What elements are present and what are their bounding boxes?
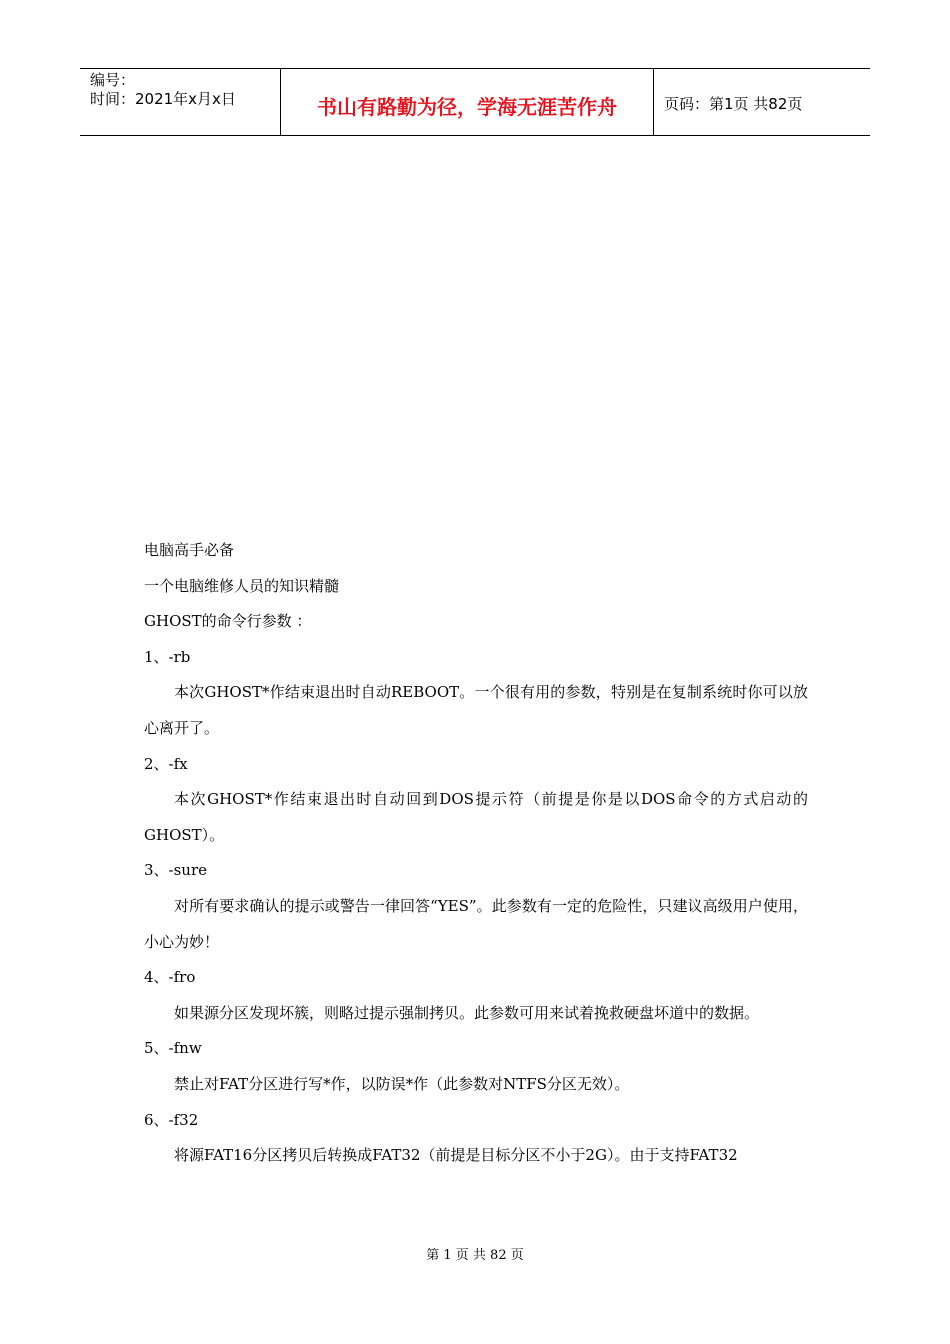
body-heading-line: GHOST的命令行参数 ：	[144, 612, 312, 631]
header-page-label: 页码：第1页 共82页	[664, 94, 803, 113]
body-heading-line: 6、-f32	[144, 1110, 199, 1129]
body-paragraph: 禁止对FAT分区进行写*作，以防误*作（此参数对NTFS分区无效）。	[174, 1074, 630, 1093]
body-heading-line: 3、-sure	[144, 861, 208, 880]
body-paragraph: 对所有要求确认的提示或警告一律回答“YES”。此参数有一定的危险性，只建议高级用户使用，小心为妙！	[144, 896, 808, 951]
body-heading-line: 4、-fro	[144, 968, 196, 987]
body-paragraph: 将源FAT16分区拷贝后转换成FAT32（前提是目标分区不小于2G）。由于支持FAT32	[174, 1146, 738, 1165]
document-number-label: 编号：	[90, 71, 136, 89]
body-heading-line: 2、-fx	[144, 754, 188, 773]
body-heading-line: 电脑高手必备	[144, 541, 235, 559]
document-time-label: 时间：2021年x月x日	[90, 90, 236, 108]
body-heading-line: 5、-fnw	[144, 1039, 202, 1058]
document-body	[144, 533, 808, 1174]
body-paragraph: 如果源分区发现坏簇，则略过提示强制拷贝。此参数可用来试着挽救硬盘坏道中的数据。	[174, 1003, 760, 1022]
page-header	[80, 68, 870, 136]
body-paragraph: 本次GHOST*作结束退出时自动回到DOS提示符（前提是你是以DOS命令的方式启动的GHOST）。	[144, 790, 808, 844]
body-heading-line: 一个电脑维修人员的知识精髓	[144, 576, 340, 595]
body-paragraph: 本次GHOST*作结束退出时自动REBOOT。一个很有用的参数，特别是在复制系统时你可以放心离开了。	[144, 683, 808, 737]
body-heading-line: 1、-rb	[144, 647, 191, 666]
header-motto: 书山有路勤为径，学海无涯苦作舟	[281, 69, 654, 135]
header-meta-cell	[80, 69, 281, 135]
page-footer: 第 1 页 共 82 页	[426, 1248, 524, 1263]
